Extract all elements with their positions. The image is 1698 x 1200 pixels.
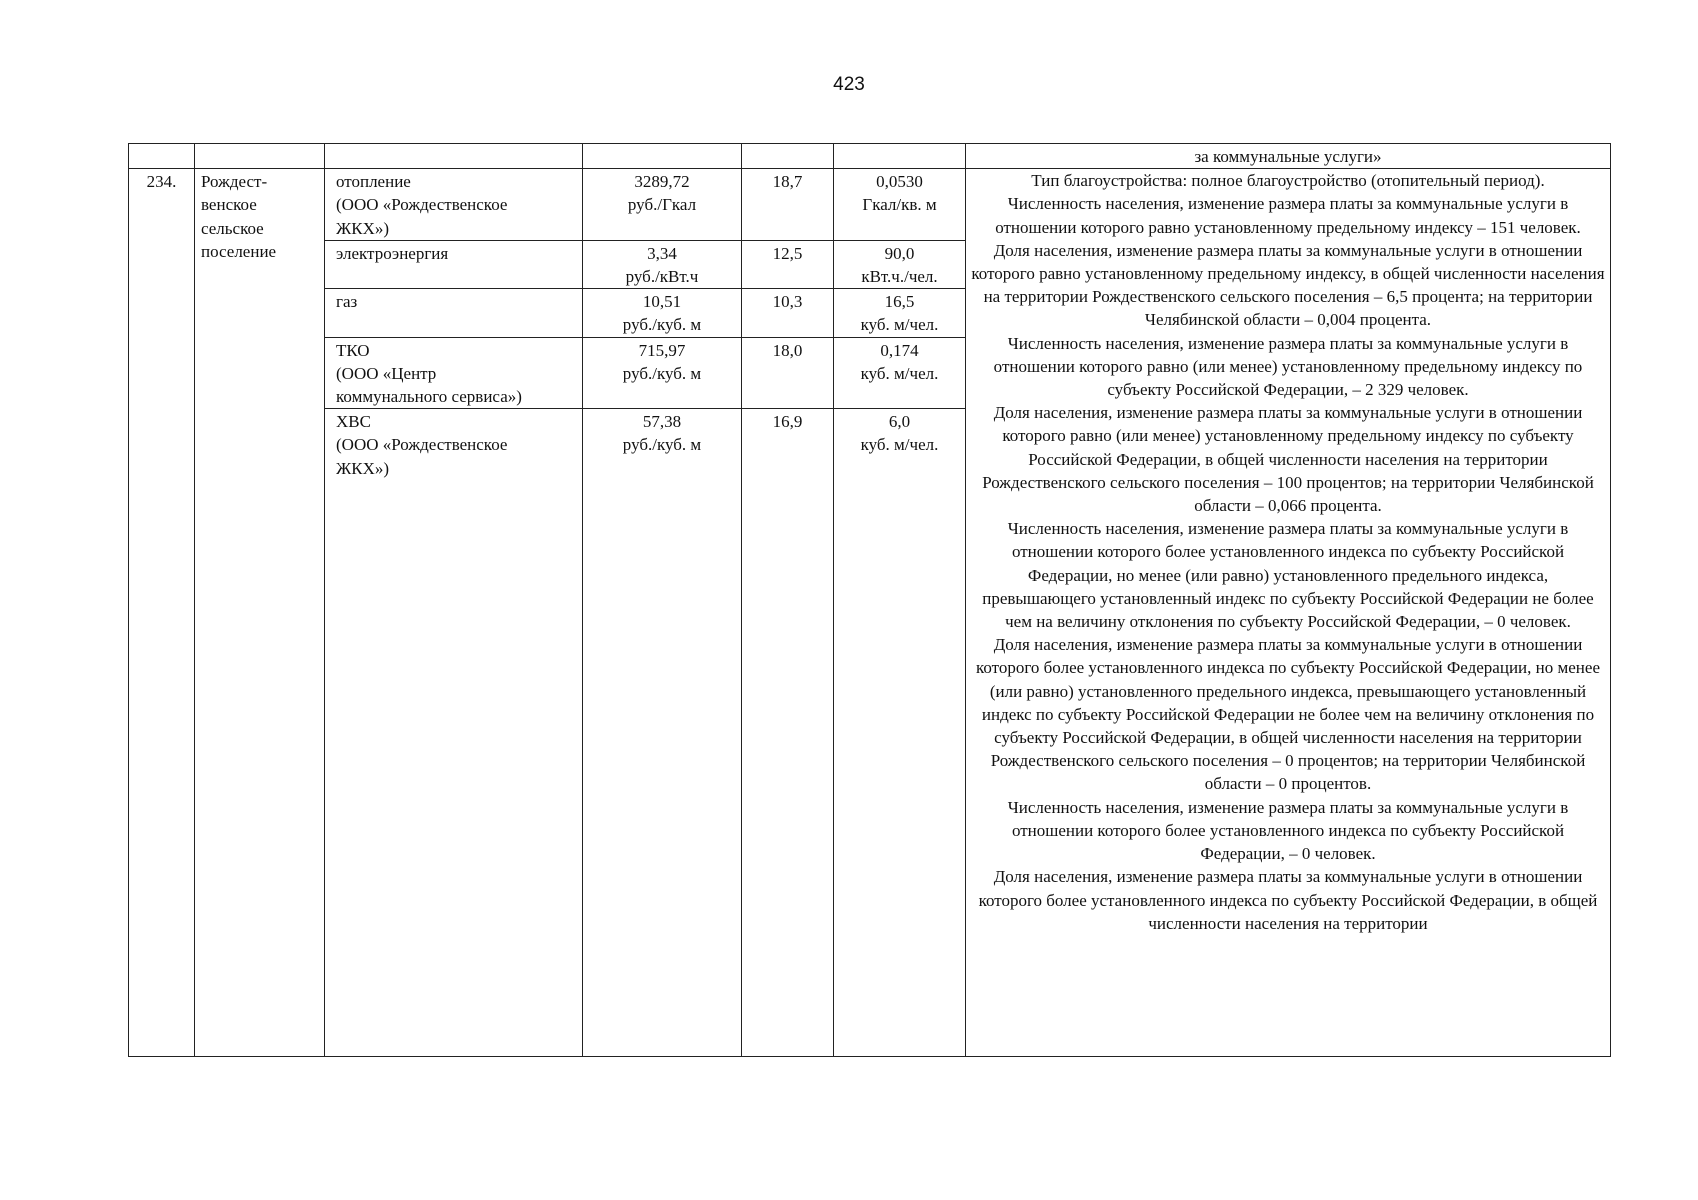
description-paragraph: Доля населения, изменение размера платы за коммунальные услуги в отношении которого равно установленному предельному индексу, в общей численности населения на территории Рождественского сельского поселения – 6,5 процента; на территории Челябинской области – 0,004 процента. — [971, 240, 1605, 330]
service-tariff: 715,97 руб./куб. м — [583, 337, 742, 409]
service-tariff: 3289,72 руб./Гкал — [583, 169, 742, 241]
empty-cell — [129, 144, 195, 169]
description-paragraph: Численность населения, изменение размера платы за коммунальные услуги в отношении которого равно установленному предельному индексу – 151 человек. — [995, 194, 1581, 237]
population-description — [966, 169, 1611, 1057]
service-index: 12,5 — [742, 240, 834, 288]
empty-cell — [325, 144, 583, 169]
description-paragraph: Численность населения, изменение размера платы за коммунальные услуги в отношении которого равно (или менее) установленному предельному индексу по субъекту Российской Федерации, – 2 329 человек. — [993, 333, 1583, 400]
carry-over-text: за коммунальные услуги» — [966, 144, 1611, 169]
service-volume: 0,0530 Гкал/кв. м — [834, 169, 966, 241]
service-name: электроэнергия — [325, 240, 583, 288]
service-name: ТКО (ООО «Центр коммунального сервиса») — [325, 337, 583, 409]
service-volume: 16,5 куб. м/чел. — [834, 289, 966, 337]
service-name: отопление (ООО «Рождественское ЖКХ») — [325, 169, 583, 241]
row-number: 234. — [129, 169, 195, 1057]
service-name: газ — [325, 289, 583, 337]
service-tariff: 10,51 руб./куб. м — [583, 289, 742, 337]
service-index: 18,0 — [742, 337, 834, 409]
service-tariff: 3,34 руб./кВт.ч — [583, 240, 742, 288]
settlement-name: Рождест- венское сельское поселение — [195, 169, 325, 1057]
empty-cell — [834, 144, 966, 169]
service-index: 18,7 — [742, 169, 834, 241]
table-row — [129, 169, 1611, 241]
empty-cell — [742, 144, 834, 169]
carry-over-row — [129, 144, 1611, 169]
service-name: ХВС (ООО «Рождественское ЖКХ») — [325, 409, 583, 1057]
service-index: 10,3 — [742, 289, 834, 337]
description-paragraph: Доля населения, изменение размера платы за коммунальные услуги в отношении которого более установленного индекса по субъекту Российской Федерации, в общей численности населения на территории — [978, 867, 1598, 933]
empty-cell — [195, 144, 325, 169]
page-number: 423 — [833, 74, 865, 95]
tariff-table — [128, 143, 1611, 1057]
description-paragraph: Тип благоустройства: полное благоустройство (отопительный период). — [1031, 171, 1545, 191]
service-tariff: 57,38 руб./куб. м — [583, 409, 742, 1057]
service-volume: 0,174 куб. м/чел. — [834, 337, 966, 409]
service-volume: 90,0 кВт.ч./чел. — [834, 240, 966, 288]
description-paragraph: Численность населения, изменение размера платы за коммунальные услуги в отношении которого более установленного индекса по субъекту Российской Федерации, но менее (или равно) установленного предельного индекса, превышающего установленный индекс по субъекту Российской Федерации не более чем на величину отклонения по субъекту Российской Федерации, – 0 человек. — [982, 519, 1594, 632]
description-paragraph: Доля населения, изменение размера платы за коммунальные услуги в отношении которого более установленного индекса по субъекту Российской Федерации, но менее (или равно) установленного предельного индекса, превышающего установленный индекс по субъекту Российской Федерации не более чем на величину отклонения по субъекту Российской Федерации, в общей численности населения на территории Рождественского сельского поселения – 0 процентов; на территории Челябинской области – 0 процентов. — [975, 635, 1600, 794]
empty-cell — [583, 144, 742, 169]
description-paragraph: Численность населения, изменение размера платы за коммунальные услуги в отношении которого более установленного индекса по субъекту Российской Федерации, – 0 человек. — [1007, 797, 1569, 864]
service-index: 16,9 — [742, 409, 834, 1057]
description-paragraph: Доля населения, изменение размера платы за коммунальные услуги в отношении которого равно (или менее) установленному предельному индексу по субъекту Российской Федерации, в общей численности населения на территории Рождественского сельского поселения – 100 процентов; на территории Челябинской области – 0,066 процента. — [982, 403, 1594, 516]
service-volume: 6,0 куб. м/чел. — [834, 409, 966, 1057]
